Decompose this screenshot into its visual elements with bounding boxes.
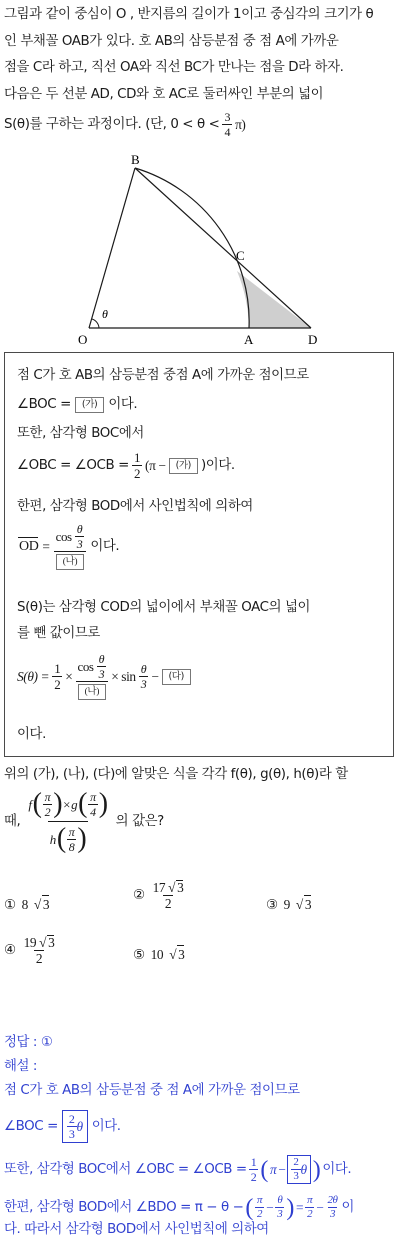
fraction-numerator: 1: [250, 1155, 257, 1169]
problem-line-3: 점을 C라 하고, 직선 OA와 직선 BC가 만나는 점을 D라 하자.: [4, 60, 344, 75]
angle-boc-label: ∠BOC =: [17, 397, 71, 412]
theta-over-3: [97, 653, 107, 680]
question-fraction: [26, 790, 109, 853]
solution-line-2: [4, 1110, 121, 1143]
question-when: 때,: [4, 813, 21, 829]
label-c: C: [236, 248, 245, 263]
question-end: 의 값은?: [115, 813, 164, 829]
proof-od-equation: [17, 523, 119, 570]
proof-line-4-end: )이다.: [200, 457, 235, 473]
choice-1-coef: 8: [21, 896, 28, 912]
minus-sign: −: [151, 668, 159, 684]
paren: ): [312, 1156, 321, 1183]
choice-2-root: 3: [177, 880, 184, 895]
label-d: D: [308, 332, 318, 347]
three-quarters-fraction: [222, 111, 232, 138]
fraction-denominator: 3: [68, 1127, 75, 1141]
paren: (: [260, 1156, 268, 1183]
od-fraction: [54, 523, 87, 570]
two-thirds: [291, 1157, 300, 1182]
pi-over-2: [255, 1195, 264, 1220]
fraction-denominator: 2: [133, 466, 141, 481]
choice-4-number: ④: [4, 942, 16, 958]
sqrt-symbol: √ 3: [33, 897, 50, 912]
question-line-1: 위의 (가), (나), (다)에 알맞은 식을 각각 f(θ), g(θ), h(θ)라 할: [4, 767, 348, 782]
fraction-denominator: 2: [44, 804, 51, 819]
proof-line-2-end: 이다.: [108, 397, 138, 412]
od-numerator: [54, 523, 87, 551]
problem-line-5-text: S(θ)를 구하는 과정이다. (단, 0 < θ <: [4, 116, 220, 132]
times-sign: ×: [65, 668, 73, 684]
fraction-denominator: 8: [68, 839, 75, 854]
solution-line-4-end: 이: [341, 1199, 355, 1215]
proof-od-end: 이다.: [90, 538, 120, 554]
paren: (: [56, 823, 66, 854]
question-numerator: [26, 790, 109, 821]
choice-4-den: 2: [35, 951, 43, 967]
solution-angle-bdo: 한편, 삼각형 BOD에서 ∠BDO = π − θ −: [4, 1199, 244, 1215]
proof-line-2: [17, 396, 137, 414]
fraction-numerator: θ: [98, 652, 105, 666]
choice-2-coef: 17: [152, 880, 166, 895]
solution-line-3: [4, 1155, 351, 1184]
solution-angles: 또한, 삼각형 BOC에서 ∠OBC = ∠OCB =: [4, 1161, 247, 1177]
paren: (: [245, 1194, 254, 1221]
pi-minus: (π −: [145, 457, 166, 473]
solution-line-4: [4, 1195, 354, 1220]
choice-4-fraction: [22, 935, 57, 966]
f-label: f: [28, 796, 32, 812]
fraction-numerator: π: [257, 1194, 263, 1206]
solution-line-2-end: 이다.: [91, 1118, 121, 1134]
pi: π: [269, 1161, 277, 1177]
fraction-denominator: 2: [54, 677, 61, 692]
h-label: h: [49, 831, 56, 847]
choice-2-den: 2: [164, 896, 172, 912]
fraction-denominator: 2: [307, 1208, 313, 1220]
fraction-numerator: π: [307, 1194, 313, 1206]
label-a: A: [244, 332, 254, 347]
blank-ga-2: (가): [169, 458, 198, 474]
theta: θ: [300, 1161, 307, 1177]
blank-na-2: (나): [78, 684, 106, 700]
theta-over-3-sin: [139, 663, 149, 690]
blank-da: (다): [162, 669, 191, 685]
choice-2-number: ②: [133, 887, 145, 903]
solution-line-3-end: 이다.: [322, 1161, 352, 1177]
line-ob: [89, 168, 135, 328]
fraction-denominator: 3: [329, 1208, 336, 1220]
choice-2-fraction: [151, 880, 186, 911]
fraction-numerator: 3: [224, 110, 231, 124]
cos-numerator: [75, 653, 108, 681]
question-line-2: [4, 790, 164, 853]
blank-na: (나): [56, 554, 84, 570]
problem-line-4: 다음은 두 선분 AD, CD와 호 AC로 둘러싸인 부분의 넓이: [4, 87, 324, 102]
label-b: B: [131, 152, 140, 167]
solution-angle-boc: ∠BOC =: [4, 1118, 58, 1134]
fraction-denominator: 3: [140, 677, 147, 691]
minus-sign: −: [266, 1199, 274, 1215]
problem-line-5-end: π): [235, 116, 246, 132]
choice-2-numerator: 17 √ 3: [152, 880, 184, 895]
pi-over-8: [67, 826, 77, 853]
choice-4-root: 3: [48, 935, 55, 950]
fraction-numerator: 2θ: [327, 1194, 338, 1206]
choice-4[interactable]: [4, 935, 56, 966]
theta-over-3: [75, 523, 85, 550]
fraction-denominator: 3: [293, 1170, 299, 1182]
paren: ): [98, 788, 108, 819]
label-o: O: [78, 332, 88, 347]
answer-box-ga-2: [287, 1155, 310, 1184]
paren: ): [286, 1194, 294, 1221]
fraction-denominator: 4: [224, 125, 231, 139]
choice-3-root: 3: [304, 897, 312, 912]
segment-od: OD: [19, 539, 39, 554]
proof-line-7: S(θ)는 삼각형 COD의 넓이에서 부채꼴 OAC의 넓이: [17, 600, 311, 615]
solution-line-5: 다. 따라서 삼각형 BOD에서 사인법칙에 의하여: [4, 1222, 269, 1237]
solution-line-1: 점 C가 호 AB의 삼등분점 중 점 A에 가까운 점이므로: [4, 1083, 300, 1098]
pi-over-2-b: [305, 1195, 314, 1220]
choice-5-coef: 10: [150, 946, 164, 962]
cos-fraction: [75, 653, 108, 700]
fraction-numerator: θ: [76, 522, 83, 536]
paren: (: [78, 788, 88, 819]
two-thirds: [67, 1113, 77, 1140]
choice-5[interactable]: [133, 945, 184, 964]
proof-line-4: [17, 451, 235, 480]
sqrt-symbol: √ 3: [295, 897, 312, 912]
fraction-numerator: π: [68, 824, 75, 839]
g-label: g: [71, 796, 78, 812]
arc-ab: [135, 168, 249, 328]
sin-label: × sin: [111, 668, 136, 684]
minus-sign: −: [316, 1199, 324, 1215]
choice-4-coef: 19: [23, 935, 37, 950]
fraction-numerator: 1: [54, 661, 61, 676]
fraction-numerator: π: [90, 789, 96, 804]
fraction-numerator: 2: [68, 1112, 75, 1126]
line-bd: [135, 168, 311, 328]
choice-3-coef: 9: [283, 896, 290, 912]
minus-sign: −: [278, 1161, 286, 1177]
question-denominator: [48, 821, 89, 853]
two-theta-over-3: [325, 1195, 339, 1220]
fraction-denominator: 4: [90, 804, 96, 819]
s-theta-label: S(θ) =: [17, 668, 50, 684]
paren: ): [53, 788, 63, 819]
times-sign: ×: [63, 796, 71, 812]
angle-obc-label: ∠OBC = ∠OCB =: [17, 457, 129, 473]
choice-1-root: 3: [42, 897, 50, 912]
choice-1-number: ①: [4, 896, 16, 912]
problem-line-1: 그림과 같이 중심이 O , 반지름의 길이가 1이고 중심각의 크기가 θ: [4, 7, 374, 22]
choice-5-number: ⑤: [133, 946, 145, 962]
blank-ga: (가): [75, 397, 104, 413]
label-theta: θ: [102, 307, 108, 321]
answer-box-ga: [62, 1110, 88, 1143]
problem-line-2: 인 부채꼴 OAB가 있다. 호 AB의 삼등분점 중 점 A에 가까운: [4, 34, 339, 49]
fraction-numerator: 2: [293, 1156, 299, 1168]
cos-label: cos: [77, 659, 94, 674]
equals: =: [42, 538, 50, 554]
proof-line-8: 를 뺀 값이므로: [17, 626, 100, 641]
proof-line-1: 점 C가 호 AB의 삼등분점 중점 A에 가까운 점이므로: [17, 368, 309, 383]
od-denominator: [54, 551, 86, 570]
choice-3-number: ③: [266, 896, 278, 912]
theta: θ: [76, 1118, 83, 1134]
fraction-numerator: θ: [140, 662, 147, 676]
choice-4-numerator: 19 √ 3: [23, 935, 55, 950]
pi-over-4: [88, 791, 98, 818]
theta-over-3: [275, 1195, 284, 1220]
fraction-denominator: 2: [257, 1208, 263, 1220]
cos-label: cos: [55, 529, 72, 544]
proof-line-3: 또한, 삼각형 BOC에서: [17, 426, 144, 441]
paren: (: [32, 788, 42, 819]
theta-angle-arc: [92, 319, 99, 328]
choice-2[interactable]: [133, 880, 185, 911]
fraction-denominator: 3: [277, 1208, 283, 1220]
paren: ): [77, 823, 87, 854]
answer-line: 정답 : ①: [4, 1035, 53, 1050]
sqrt-symbol: √ 3: [169, 947, 185, 962]
choice-5-root: 3: [178, 947, 185, 962]
cos-denominator: [76, 681, 108, 700]
pi-over-2: [43, 791, 53, 818]
proof-s-equation: [17, 653, 191, 700]
fraction-denominator: 2: [250, 1170, 257, 1184]
half-fraction: [132, 451, 142, 480]
proof-box: [4, 352, 394, 757]
fraction-denominator: 3: [98, 667, 105, 681]
fraction-denominator: 3: [76, 537, 83, 551]
proof-line-10: 이다.: [17, 727, 46, 742]
fraction-numerator: π: [44, 789, 51, 804]
problem-line-5: [4, 111, 245, 138]
equals: =: [296, 1199, 304, 1215]
explain-label: 해설 :: [4, 1059, 38, 1074]
proof-line-5: 한편, 삼각형 BOD에서 사인법칙에 의하여: [17, 499, 253, 514]
half-fraction-3: [249, 1156, 259, 1183]
choice-3[interactable]: [266, 895, 311, 914]
choice-1[interactable]: [4, 895, 49, 914]
half-fraction-2: [52, 662, 62, 691]
fraction-numerator: θ: [277, 1194, 283, 1206]
sector-figure: [0, 150, 400, 350]
fraction-numerator: 1: [133, 450, 141, 465]
